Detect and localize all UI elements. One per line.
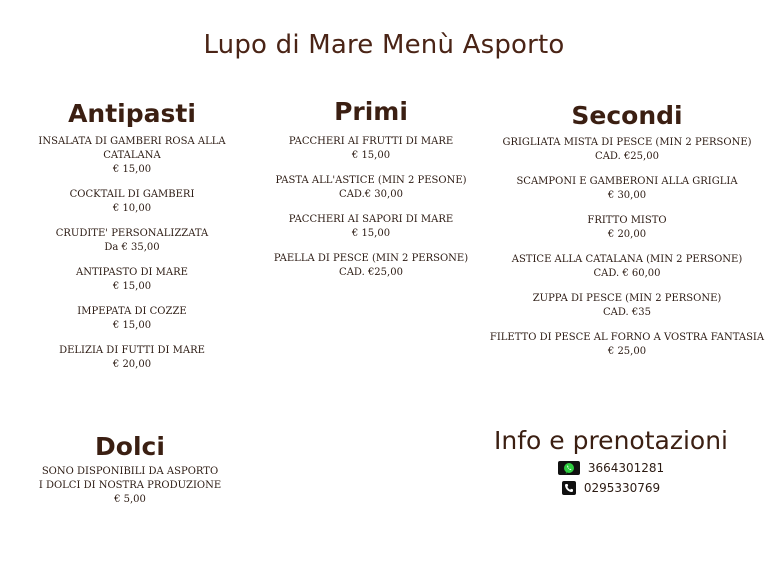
item-price: CAD. € 60,00 <box>593 268 661 279</box>
menu-item <box>272 213 470 241</box>
menu-item <box>30 305 234 333</box>
page-title: Lupo di Mare Menù Asporto <box>203 30 565 60</box>
phone-icon <box>562 481 576 495</box>
antipasti-section <box>30 99 234 372</box>
menu-item <box>272 174 470 202</box>
primi-heading: Primi <box>334 97 408 126</box>
item-name: FRITTO MISTO <box>587 215 667 226</box>
dolci-text-line-2: I DOLCI DI NOSTRA PRODUZIONE <box>38 480 222 491</box>
dolci-price: € 5,00 <box>114 494 146 505</box>
item-name: GRIGLIATA MISTA DI PESCE (MIN 2 PERSONE) <box>502 137 752 148</box>
item-name: DELIZIA DI FUTTI DI MARE <box>59 345 205 356</box>
item-name: FILETTO DI PESCE AL FORNO A VOSTRA FANTASIA <box>489 332 765 343</box>
item-price: € 15,00 <box>351 228 391 239</box>
info-section <box>486 424 736 498</box>
item-price: Da € 35,00 <box>104 242 160 253</box>
item-price: € 15,00 <box>112 164 152 175</box>
item-price: CAD. €25,00 <box>595 151 659 162</box>
antipasti-heading: Antipasti <box>68 99 196 128</box>
item-name: CRUDITE' PERSONALIZZATA <box>55 228 209 239</box>
item-name: SCAMPONI E GAMBERONI ALLA GRIGLIA <box>516 176 738 187</box>
menu-item <box>272 135 470 163</box>
item-price: € 10,00 <box>112 203 152 214</box>
phone-contact[interactable] <box>486 478 736 498</box>
item-name: ZUPPA DI PESCE (MIN 2 PERSONE) <box>532 293 722 304</box>
item-price: € 30,00 <box>607 190 647 201</box>
item-name: COCKTAIL DI GAMBERI <box>69 189 195 200</box>
menu-item <box>486 214 768 242</box>
item-name: ANTIPASTO DI MARE <box>76 267 188 278</box>
secondi-heading: Secondi <box>571 101 683 130</box>
item-name: PAELLA DI PESCE (MIN 2 PERSONE) <box>273 253 469 264</box>
menu-item <box>30 227 234 255</box>
dolci-section <box>30 432 230 507</box>
primi-section <box>272 97 470 280</box>
menu-item <box>30 266 234 294</box>
item-price: € 25,00 <box>607 346 647 357</box>
dolci-heading: Dolci <box>95 432 165 461</box>
menu-item <box>30 344 234 372</box>
whatsapp-icon <box>558 461 580 475</box>
item-price: € 15,00 <box>112 320 152 331</box>
item-name: PACCHERI AI FRUTTI DI MARE <box>288 136 454 147</box>
item-name: PACCHERI AI SAPORI DI MARE <box>288 214 454 225</box>
item-price: € 20,00 <box>607 229 647 240</box>
menu-item <box>486 175 768 203</box>
item-price: CAD. €25,00 <box>339 267 403 278</box>
whatsapp-contact[interactable] <box>486 458 736 478</box>
item-price: CAD.€ 30,00 <box>339 189 403 200</box>
item-name: IMPEPATA DI COZZE <box>77 306 187 317</box>
item-price: € 15,00 <box>112 281 152 292</box>
item-name: PASTA ALL'ASTICE (MIN 2 PESONE) <box>275 175 467 186</box>
item-price: € 15,00 <box>351 150 391 161</box>
phone-number[interactable]: 0295330769 <box>583 481 661 495</box>
menu-item <box>486 253 768 281</box>
menu-item <box>486 292 768 320</box>
whatsapp-number[interactable]: 3664301281 <box>587 461 665 475</box>
secondi-section <box>486 101 768 359</box>
menu-item <box>272 252 470 280</box>
info-heading: Info e prenotazioni <box>494 426 728 455</box>
item-name: INSALATA DI GAMBERI ROSA ALLA CATALANA <box>38 136 226 161</box>
menu-item <box>30 135 234 177</box>
item-name: ASTICE ALLA CATALANA (MIN 2 PERSONE) <box>511 254 743 265</box>
menu-item <box>486 331 768 359</box>
item-price: CAD. €35 <box>603 307 651 318</box>
menu-item <box>30 188 234 216</box>
dolci-text-line-1: SONO DISPONIBILI DA ASPORTO <box>41 466 219 477</box>
item-price: € 20,00 <box>112 359 152 370</box>
menu-item <box>486 136 768 164</box>
